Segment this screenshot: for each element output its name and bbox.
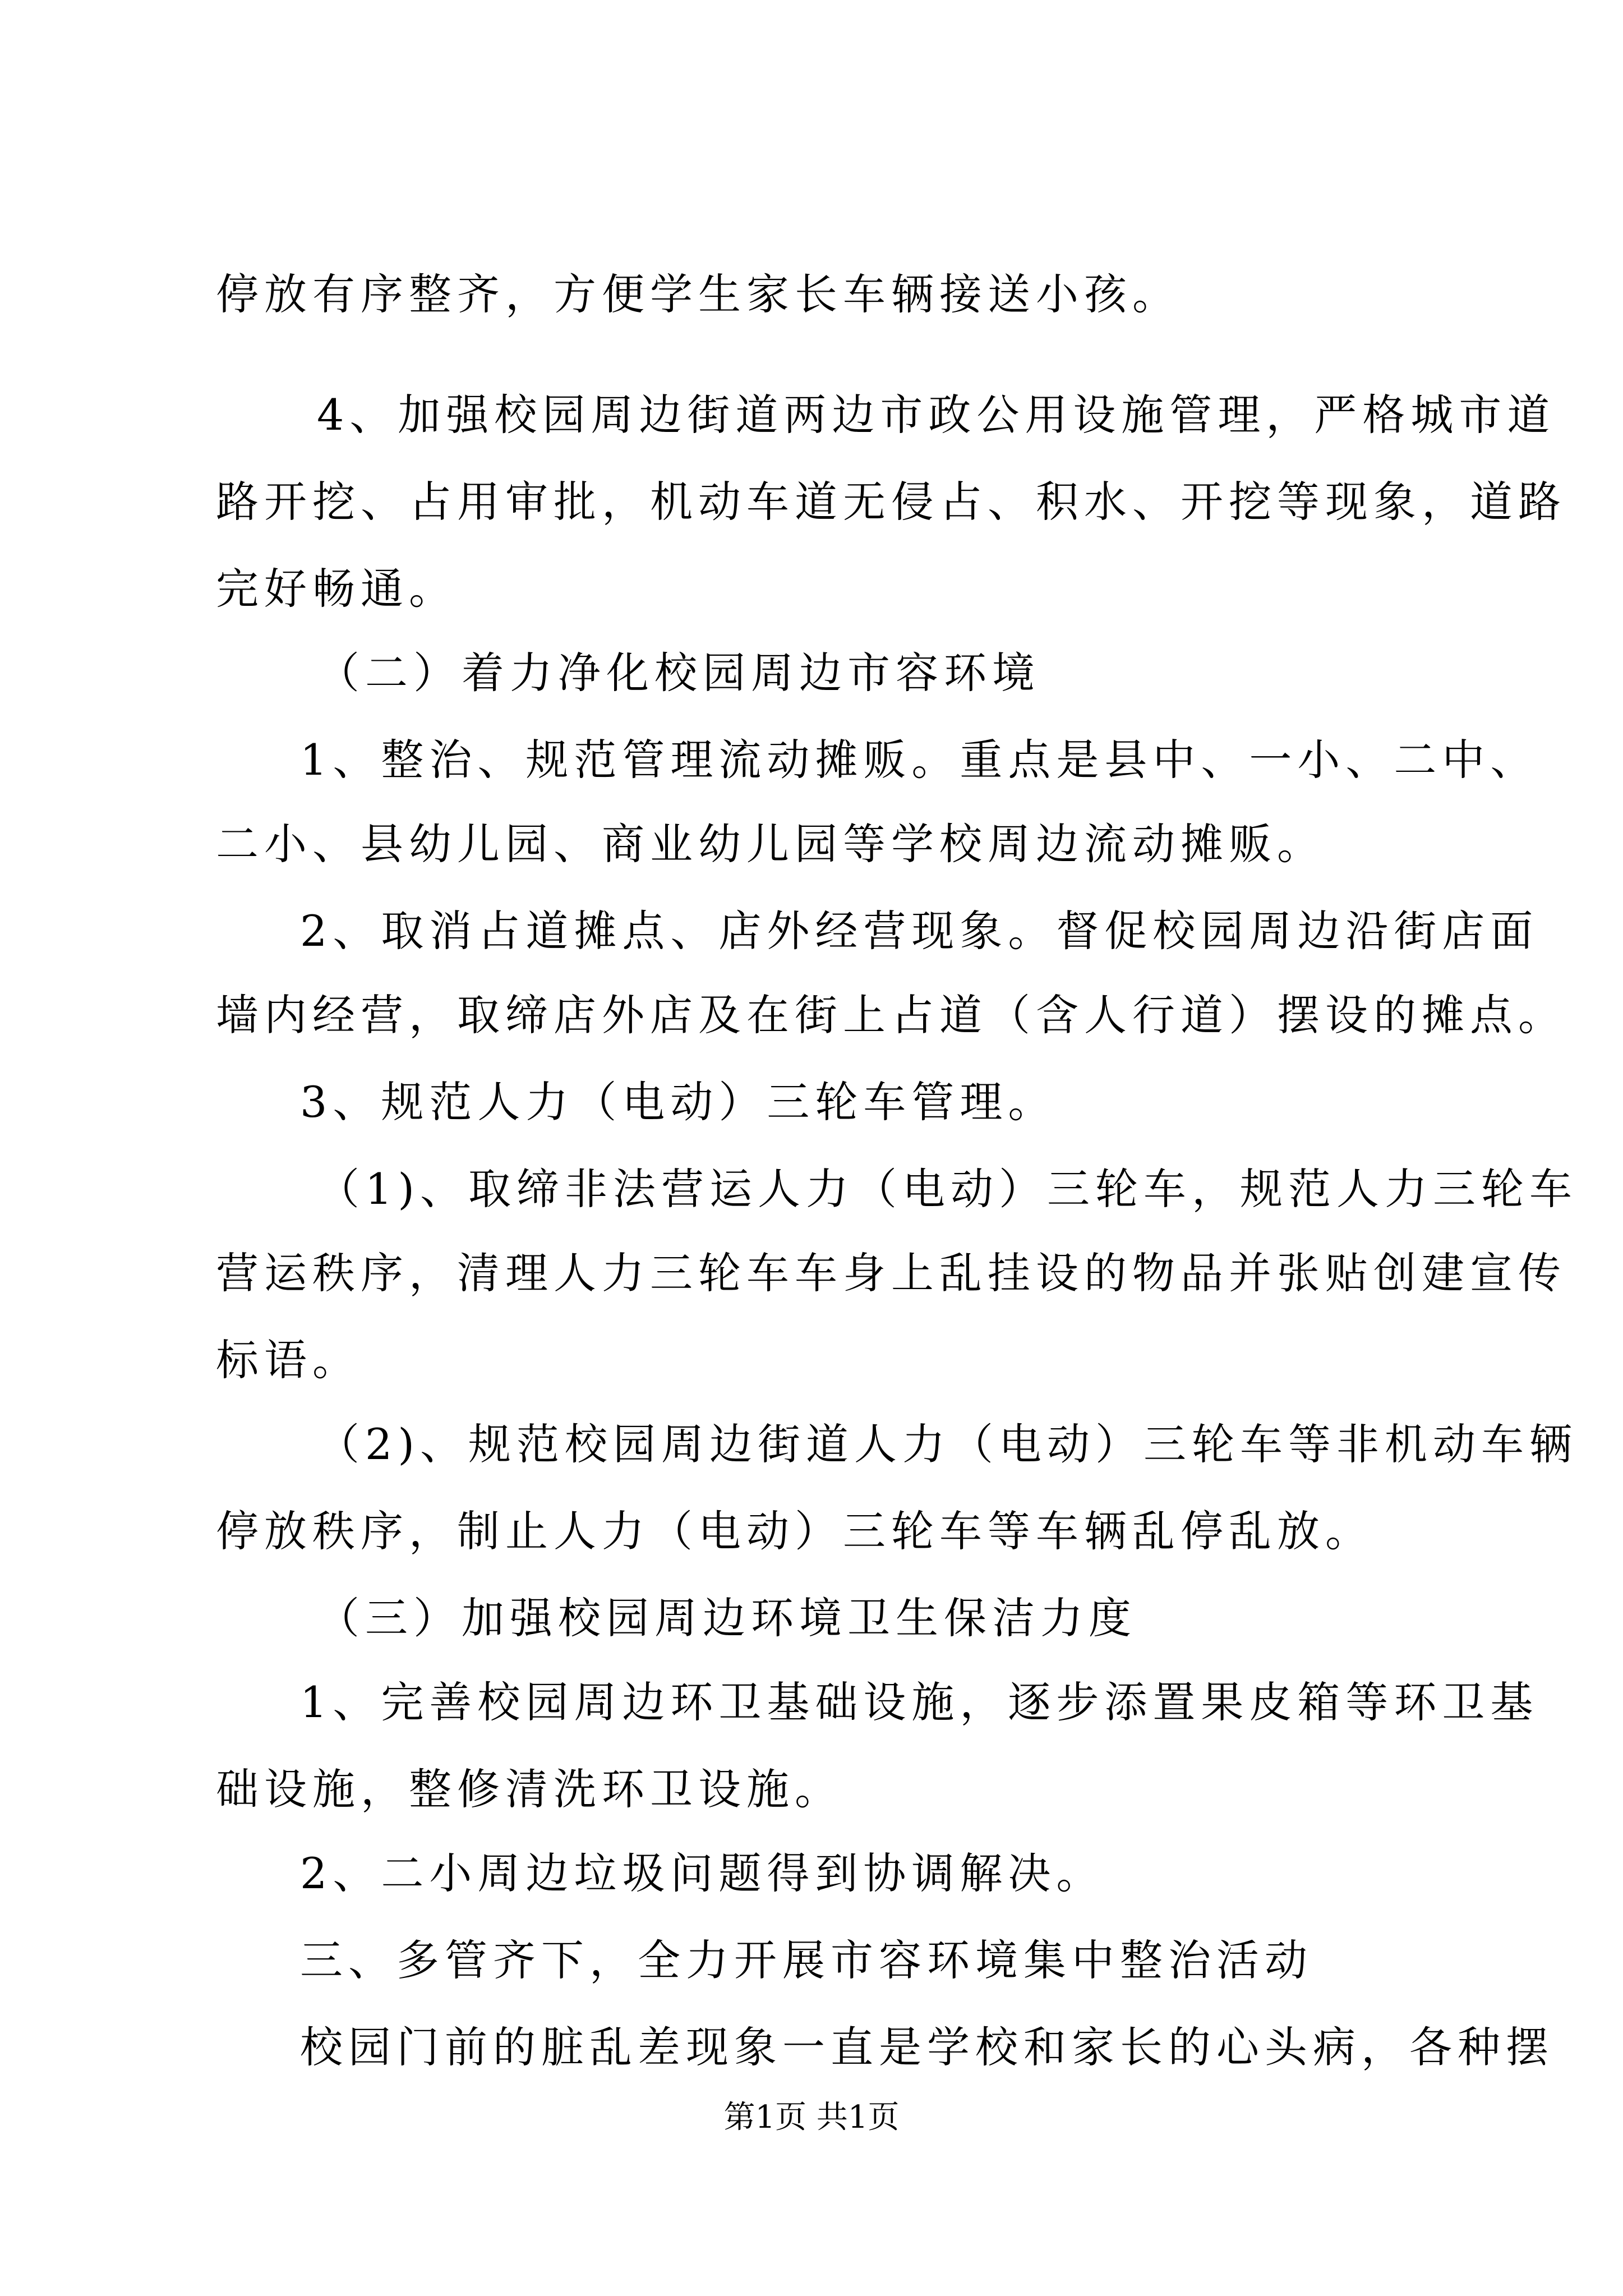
section-heading: （二）着力净化校园周边市容环境	[317, 648, 1040, 698]
section-heading: （三）加强校园周边环境卫生保洁力度	[317, 1593, 1137, 1643]
text-line: 1、完善校园周边环卫基础设施，逐步添置果皮箱等环卫基	[300, 1677, 1539, 1727]
text-line: 完好畅通。	[216, 564, 457, 614]
text-line: （2)、规范校园周边街道人力（电动）三轮车等非机动车辆	[317, 1419, 1578, 1469]
text-line: 二小、县幼儿园、商业幼儿园等学校周边流动摊贩。	[216, 819, 1325, 869]
text-line: 停放有序整齐，方便学生家长车辆接送小孩。	[216, 269, 1181, 319]
text-line: 4、加强校园周边街道两边市政公用设施管理，严格城市道	[317, 390, 1556, 440]
text-line: 2、二小周边垃圾问题得到协调解决。	[300, 1848, 1105, 1898]
section-heading: 三、多管齐下，全力开展市容环境集中整治活动	[300, 1935, 1313, 1985]
text-line: 础设施，整修清洗环卫设施。	[216, 1764, 843, 1814]
page-footer: 第1页 共1页	[723, 2099, 900, 2136]
text-line: 路开挖、占用审批，机动车道无侵占、积水、开挖等现象，道路	[216, 477, 1566, 527]
text-line: 营运秩序，清理人力三轮车车身上乱挂设的物品并张贴创建宣传	[216, 1248, 1566, 1298]
text-line: 校园门前的脏乱差现象一直是学校和家长的心头病，各种摆	[300, 2022, 1554, 2072]
text-line: 停放秩序，制止人力（电动）三轮车等车辆乱停乱放。	[216, 1506, 1373, 1556]
text-line: 2、取消占道摊点、店外经营现象。督促校园周边沿街店面	[300, 906, 1539, 956]
text-line: （1)、取缔非法营运人力（电动）三轮车，规范人力三轮车	[317, 1164, 1578, 1214]
text-line: 标语。	[216, 1335, 361, 1385]
text-line: 3、规范人力（电动）三轮车管理。	[300, 1077, 1057, 1127]
text-line: 1、整治、规范管理流动摊贩。重点是县中、一小、二中、	[300, 735, 1539, 785]
text-line: 墙内经营，取缔店外店及在街上占道（含人行道）摆设的摊点。	[216, 990, 1566, 1040]
